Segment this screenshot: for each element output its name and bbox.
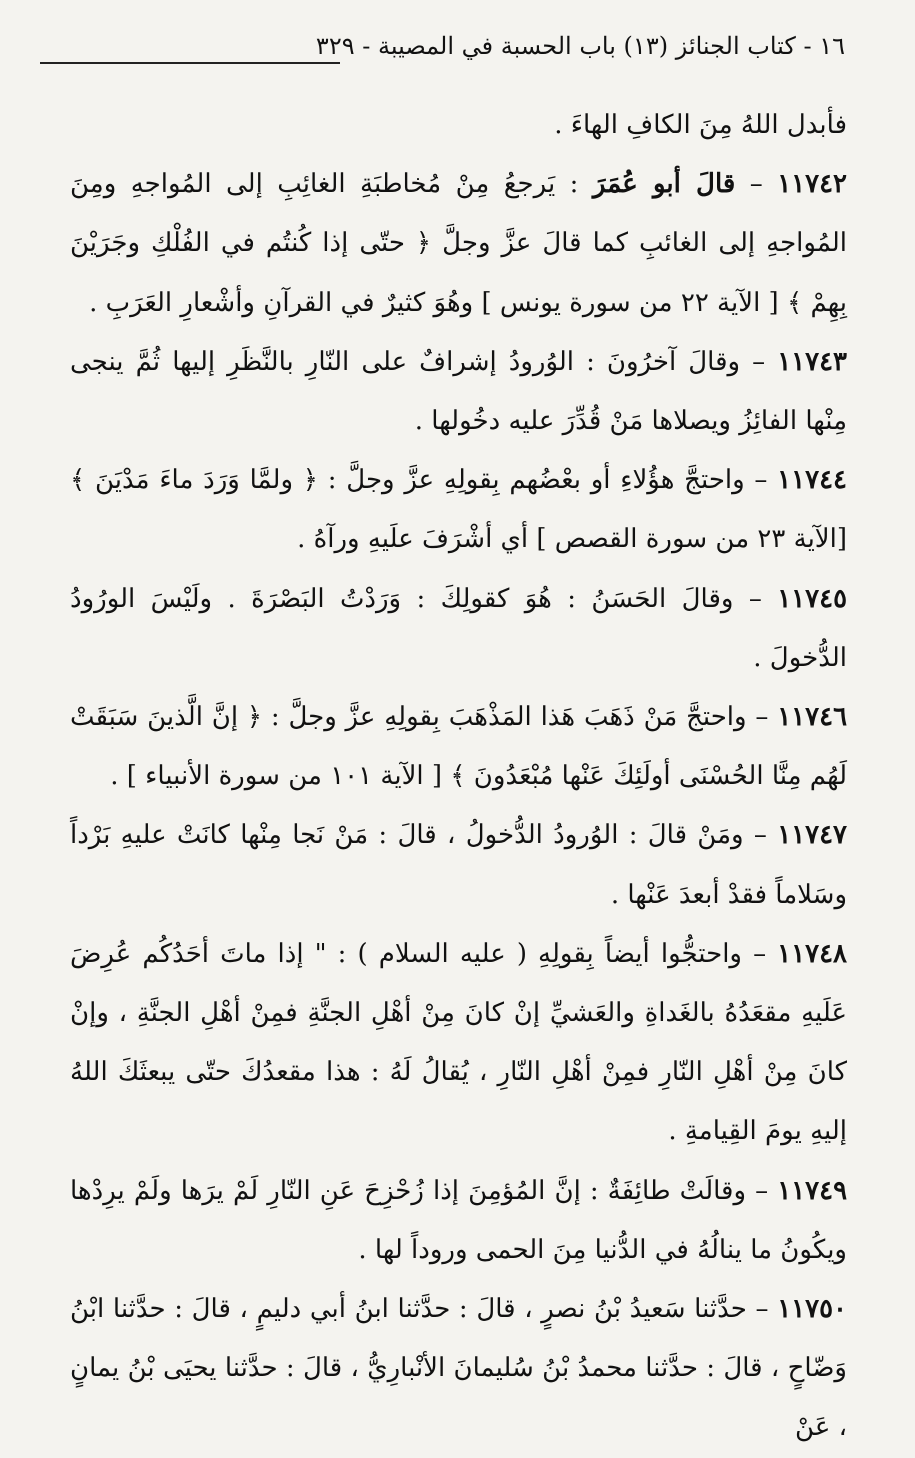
paragraph-text: حدَّثنا سَعيدُ بْنُ نصرٍ ، قالَ : حدَّثنا ابنُ أبي دليمٍ ، قالَ : حدَّثنا ابْنُ وَضّاحٍ ، قالَ : حدَّثنا محمدُ بْنُ سُليمانَ الأنْبارِيُّ ، قالَ : حدَّثنا يحيَى بْنُ يمانٍ ، عَنْ xyxy=(70,1294,847,1443)
header-rule xyxy=(40,62,340,64)
paragraph-text: وقالَتْ طائِفَةٌ : إنَّ المُؤمِنَ إذا زُحْزِحَ عَنِ النّارِ لَمْ يرَها ولَمْ يرِدْها ويكُونُ ما ينالُهُ في الدُّنيا مِنَ الحمى وروداً لها . xyxy=(70,1175,847,1265)
paragraph-text: واحتجُّوا أيضاً بِقولِهِ ( عليه السلام ) : " إذا ماتَ أحَدُكُم عُرِضَ عَلَيهِ مقعَدُهُ بالغَداةِ والعَشيِّ إنْ كانَ مِنْ أهْلِ الجنَّةِ فمِنْ أهْلِ الجنَّةِ ، وإنْ كانَ مِنْ أهْلِ النّارِ فمِنْ أهْلِ النّارِ ، يُقالُ لَهُ : هذا مقعدُكَ حتّى يبعثَكَ اللهُ إليهِ يومَ القِيامةِ . xyxy=(70,938,847,1147)
paragraph-number: ١١٧٤٧ xyxy=(777,820,848,851)
paragraph-dash: – xyxy=(733,583,762,614)
paragraph-number: ١١٧٤٤ xyxy=(777,465,847,496)
paragraph-text: ومَنْ قالَ : الوُرودُ الدُّخولُ ، قالَ : مَنْ نَجا مِنْها كانَتْ عليهِ بَرْداً وسَلاماً فقدْ أبعدَ عَنْها . xyxy=(70,820,847,910)
speaker-name: قالَ أبو عُمَرَ xyxy=(592,169,736,200)
paragraph-text: واحتجَّ مَنْ ذَهَبَ هَذا المَذْهَبَ بِقولِهِ عزَّ وجلَّ : ﴿ إنَّ الَّذينَ سَبَقَتْ لَهُم مِنَّا الحُسْنَى أولَئِكَ عَنْها مُبْعَدُونَ ﴾ [ الآية ١٠١ من سورة الأنبياء ] . xyxy=(70,702,847,792)
paragraph-number: ١١٧٤٨ xyxy=(777,938,847,969)
paragraph-dash: – xyxy=(735,169,763,200)
header-text: ١٦ - كتاب الجنائز (١٣) باب الحسبة في المصيبة - ٣٢٩ xyxy=(315,32,845,60)
paragraph-text: واحتجَّ هؤُلاءِ أو بعْضُهم بِقولِهِ عزَّ وجلَّ : ﴿ ولمَّا وَرَدَ ماءَ مَدْيَنَ ﴾ [الآية ٢٣ من سورة القصص ] أي أشْرَفَ علَيهِ ورآهُ . xyxy=(70,465,847,555)
paragraph-number: ١١٧٥٠ xyxy=(777,1294,848,1325)
paragraph-number: ١١٧٤٩ xyxy=(777,1175,848,1206)
paragraph xyxy=(70,570,847,688)
paragraph-text: فأبدل اللهُ مِنَ الكافِ الهاءَ . xyxy=(554,110,847,140)
paragraph-text: وقالَ آخرُونَ : الوُرودُ إشرافٌ على النّارِ بالنَّظَرِ إليها ثُمَّ ينجى مِنْها الفائِزُ ويصلاها مَنْ قُدِّرَ عليه دخُولها . xyxy=(70,346,847,437)
paragraph-dash: – xyxy=(743,820,767,851)
paragraph-text: وقالَ الحَسَنُ : هُوَ كقولِكَ : وَرَدْتُ البَصْرَةَ . ولَيْسَ الورُودُ الدُّخولَ . xyxy=(70,583,847,673)
running-header xyxy=(40,30,845,74)
paragraph xyxy=(70,925,847,1162)
paragraph-text: : يَرجعُ مِنْ مُخاطبَةِ الغائِبِ إلى المُواجهِ ومِنَ المُواجهِ إلى الغائبِ كما قالَ عزَّ وجلَّ ﴿ حتّى إذا كُنتُم في الفُلْكِ وجَرَيْنَ بِهِمْ ﴾ [ الآية ٢٢ من سورة يونس ] وهُوَ كثيرٌ في القرآنِ وأشْعارِ العَرَبِ . xyxy=(70,169,847,318)
paragraph xyxy=(70,1162,847,1280)
paragraph xyxy=(70,688,847,806)
paragraph-number: ١١٧٤٦ xyxy=(777,702,848,733)
paragraph-dash: – xyxy=(740,346,766,377)
paragraph xyxy=(70,96,847,155)
paragraph xyxy=(70,155,847,333)
paragraph xyxy=(70,451,847,569)
paragraph-dash: – xyxy=(744,465,768,496)
paragraph-dash: – xyxy=(746,1294,769,1325)
paragraph xyxy=(70,333,847,451)
paragraph-dash: – xyxy=(746,702,769,733)
paragraph xyxy=(70,806,847,924)
paragraph-number: ١١٧٤٣ xyxy=(777,346,848,377)
paragraph-number: ١١٧٤٢ xyxy=(777,169,848,200)
paragraph-number: ١١٧٤٥ xyxy=(777,583,848,614)
paragraph-dash: – xyxy=(746,1175,769,1206)
page-body xyxy=(70,96,847,1458)
paragraph-dash: – xyxy=(741,938,767,969)
